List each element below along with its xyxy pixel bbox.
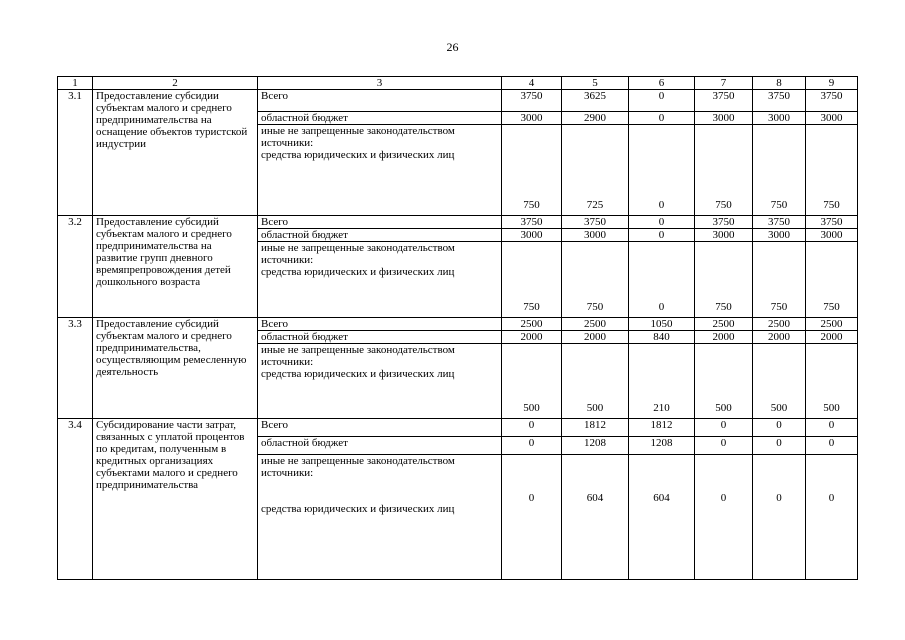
source-total-label: Всего (258, 419, 502, 437)
value-cell: 3750 (695, 90, 753, 112)
header-cell: 6 (629, 77, 695, 90)
value-cell: 3000 (695, 112, 753, 125)
source-legal-label: средства юридических и физических лиц (261, 368, 455, 380)
value-cell: 750 (753, 242, 806, 318)
table-row-group (58, 419, 858, 580)
header-cell: 2 (93, 77, 258, 90)
value-cell: 2500 (806, 318, 858, 331)
value-cell: 3750 (753, 216, 806, 229)
value-cell: 0 (806, 437, 858, 455)
source-regional-label: областной бюджет (258, 112, 502, 125)
value-cell: 750 (806, 125, 858, 216)
value-cell: 1050 (629, 318, 695, 331)
table-row-total (58, 216, 858, 229)
source-other-label: иные не запрещенные законодательством источники: (261, 344, 455, 368)
value-cell: 1208 (629, 437, 695, 455)
value-cell: 750 (695, 242, 753, 318)
source-other-cell (258, 455, 502, 580)
table-row-total (58, 318, 858, 331)
source-other-cell (258, 125, 502, 216)
value-cell: 3000 (753, 112, 806, 125)
value-cell: 3000 (806, 112, 858, 125)
table-row-group (58, 90, 858, 216)
header-cell: 7 (695, 77, 753, 90)
value-cell: 500 (695, 344, 753, 419)
value-cell: 840 (629, 331, 695, 344)
value-cell: 3625 (562, 90, 629, 112)
value-cell: 2000 (695, 331, 753, 344)
value-cell: 0 (502, 455, 562, 580)
header-cell: 9 (806, 77, 858, 90)
value-cell: 3750 (502, 90, 562, 112)
value-cell: 0 (629, 90, 695, 112)
row-number: 3.2 (58, 216, 93, 318)
table-row-group (58, 318, 858, 419)
value-cell: 2000 (562, 331, 629, 344)
value-cell: 2900 (562, 112, 629, 125)
value-cell: 3000 (502, 229, 562, 242)
source-other-cell (258, 344, 502, 419)
header-cell: 3 (258, 77, 502, 90)
header-cell: 4 (502, 77, 562, 90)
value-cell: 2500 (695, 318, 753, 331)
value-cell: 604 (629, 455, 695, 580)
value-cell: 750 (753, 125, 806, 216)
value-cell: 3750 (695, 216, 753, 229)
value-cell: 1812 (562, 419, 629, 437)
source-legal-label: средства юридических и физических лиц (261, 266, 455, 278)
value-cell: 750 (695, 125, 753, 216)
value-cell: 3750 (806, 90, 858, 112)
value-cell: 0 (629, 112, 695, 125)
source-regional-label: областной бюджет (258, 437, 502, 455)
header-cell: 5 (562, 77, 629, 90)
value-cell: 3750 (562, 216, 629, 229)
value-cell: 0 (753, 419, 806, 437)
row-title: Субсидирование части затрат, связанных с уплатой процентов по кредитам, полученным в кредитных организациях субъектами малого и среднего предпринимательства (93, 419, 258, 580)
value-cell: 750 (562, 242, 629, 318)
table-row-total (58, 419, 858, 437)
value-cell: 3750 (806, 216, 858, 229)
value-cell: 0 (629, 242, 695, 318)
value-cell: 0 (753, 437, 806, 455)
source-total-label: Всего (258, 318, 502, 331)
value-cell: 2000 (806, 331, 858, 344)
row-title: Предоставление субсидий субъектам малого и среднего предпринимательства, осуществляющим ремесленную деятельность (93, 318, 258, 419)
value-cell: 2500 (502, 318, 562, 331)
value-cell: 0 (806, 455, 858, 580)
table-row-group (58, 216, 858, 318)
header-cell: 8 (753, 77, 806, 90)
value-cell: 3000 (806, 229, 858, 242)
value-cell: 2500 (753, 318, 806, 331)
budget-table (57, 76, 858, 580)
value-cell: 0 (502, 437, 562, 455)
value-cell: 3000 (562, 229, 629, 242)
source-total-label: Всего (258, 216, 502, 229)
source-other-label: иные не запрещенные законодательством источники: (261, 455, 455, 479)
source-regional-label: областной бюджет (258, 331, 502, 344)
source-other-label: иные не запрещенные законодательством источники: (261, 242, 455, 266)
value-cell: 2000 (753, 331, 806, 344)
value-cell: 750 (502, 242, 562, 318)
value-cell: 0 (629, 125, 695, 216)
row-title: Предоставление субсидии субъектам малого и среднего предпринимательства на оснащение объектов туристской индустрии (93, 90, 258, 216)
value-cell: 725 (562, 125, 629, 216)
value-cell: 0 (695, 455, 753, 580)
row-title: Предоставление субсидий субъектам малого и среднего предпринимательства на развитие групп дневного времяпрепровождения детей дошкольного возраста (93, 216, 258, 318)
value-cell: 0 (753, 455, 806, 580)
value-cell: 0 (806, 419, 858, 437)
value-cell: 750 (502, 125, 562, 216)
table-row-total (58, 90, 858, 112)
value-cell: 0 (629, 216, 695, 229)
value-cell: 2500 (562, 318, 629, 331)
value-cell: 3750 (502, 216, 562, 229)
value-cell: 500 (753, 344, 806, 419)
value-cell: 3000 (753, 229, 806, 242)
value-cell: 3000 (695, 229, 753, 242)
header-row (58, 77, 858, 90)
source-other-label: иные не запрещенные законодательством источники: (261, 125, 455, 149)
header-cell: 1 (58, 77, 93, 90)
source-other-cell (258, 242, 502, 318)
value-cell: 0 (695, 419, 753, 437)
source-legal-label: средства юридических и физических лиц (261, 503, 455, 515)
value-cell: 750 (806, 242, 858, 318)
value-cell: 3000 (502, 112, 562, 125)
source-legal-label: средства юридических и физических лиц (261, 149, 455, 161)
row-number: 3.4 (58, 419, 93, 580)
page-number: 26 (446, 40, 459, 54)
row-number: 3.3 (58, 318, 93, 419)
value-cell: 0 (502, 419, 562, 437)
value-cell: 500 (562, 344, 629, 419)
value-cell: 1812 (629, 419, 695, 437)
value-cell: 500 (806, 344, 858, 419)
value-cell: 2000 (502, 331, 562, 344)
value-cell: 604 (562, 455, 629, 580)
row-number: 3.1 (58, 90, 93, 216)
value-cell: 210 (629, 344, 695, 419)
source-total-label: Всего (258, 90, 502, 112)
source-regional-label: областной бюджет (258, 229, 502, 242)
value-cell: 3750 (753, 90, 806, 112)
value-cell: 500 (502, 344, 562, 419)
value-cell: 0 (695, 437, 753, 455)
value-cell: 1208 (562, 437, 629, 455)
value-cell: 0 (629, 229, 695, 242)
